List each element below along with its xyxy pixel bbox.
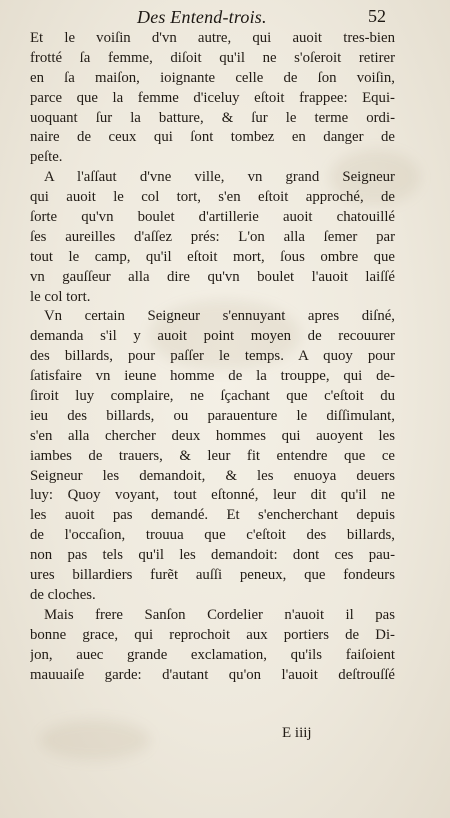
text-line: Mais frere Sanſon Cordelier n'auoit il pas xyxy=(44,606,395,623)
text-line: ſes aureilles d'aſſez prés: L'on alla ſemer par xyxy=(30,228,395,245)
signature-mark: E iiij xyxy=(282,725,312,741)
text-line: tout le camp, qu'il eſtoit mort, ſous ombre que xyxy=(30,248,395,265)
text-line: Et le voiſin d'vn autre, qui auoit tres-bien xyxy=(30,30,395,46)
running-head: Des Entend-trois. xyxy=(137,7,267,27)
text-line: non pas tels qu'il les demandoit: dont ces pau- xyxy=(30,547,395,564)
text-line: de cloches. xyxy=(30,586,96,603)
text-line: demanda s'il y auoit point moyen de recouurer xyxy=(30,328,395,345)
text-line: mauuaiſe garde: d'autant qu'on l'auoit deſtrouſſé xyxy=(30,666,395,683)
paper-stain xyxy=(40,720,150,760)
text-line: ſatisfaire vn ieune homme de la trouppe, qui de- xyxy=(30,368,395,385)
text-line: ſiroit luy complaire, ne ſçachant que c'eſtoit du xyxy=(30,388,395,405)
text-line: uoquant ſur la batture, & ſur le terme ordi- xyxy=(30,109,395,126)
text-line: s'en alla chercher deux hommes qui auoyent les xyxy=(30,427,395,444)
text-line: ſorte qu'vn boulet d'artillerie auoit chatouillé xyxy=(30,209,395,226)
page-number: 52 xyxy=(368,6,386,26)
text-line: frotté ſa femme, diſoit qu'il ne s'oſeroit retirer xyxy=(30,49,395,66)
text-line: A l'aſſaut d'vne ville, vn grand Seigneur xyxy=(44,169,395,186)
text-line: Seigneur les demandoit, & les enuoya deuers xyxy=(30,467,395,484)
page-header xyxy=(0,3,450,29)
text-line: parce que la femme d'iceluy eſtoit frappee: Equi- xyxy=(30,89,395,106)
text-line: les auoit pas demandé. Et s'encherchant depuis xyxy=(30,507,395,524)
text-line: qui auoit le col tort, s'en eſtoit approché, de xyxy=(30,189,395,206)
text-line: de l'occaſion, trouua que c'eſtoit des billards, xyxy=(30,527,395,544)
text-line: des billards, pour paſſer le temps. A quoy pour xyxy=(30,348,395,365)
text-line: peſte. xyxy=(30,149,63,166)
text-line: en ſa maiſon, ioignante celle de ſon voiſin, xyxy=(30,69,395,86)
text-line: bonne grace, qui reprochoit aux portiers de Di- xyxy=(30,626,395,643)
text-line: ures billardiers furẽt auſſi peneux, que fondeurs xyxy=(30,567,395,584)
text-line: Vn certain Seigneur s'ennuyant apres diſné, xyxy=(44,308,395,325)
text-line: ieu des billards, ou parauenture le diſſimulant, xyxy=(30,407,395,424)
text-line: le col tort. xyxy=(30,288,91,305)
text-line: jon, auec grande exclamation, qu'ils faiſoient xyxy=(30,646,395,663)
text-line: vn gauſſeur alla dire qu'vn boulet l'auoit laiſſé xyxy=(30,268,395,285)
body-text xyxy=(30,29,395,685)
text-line: naire de ceux qui ſont tombez en danger de xyxy=(30,129,395,146)
text-line: iambes de trauers, & leur fit entendre que ce xyxy=(30,447,395,464)
text-line: luy: Quoy voyant, tout eſtonné, leur dit qu'il ne xyxy=(30,487,395,504)
